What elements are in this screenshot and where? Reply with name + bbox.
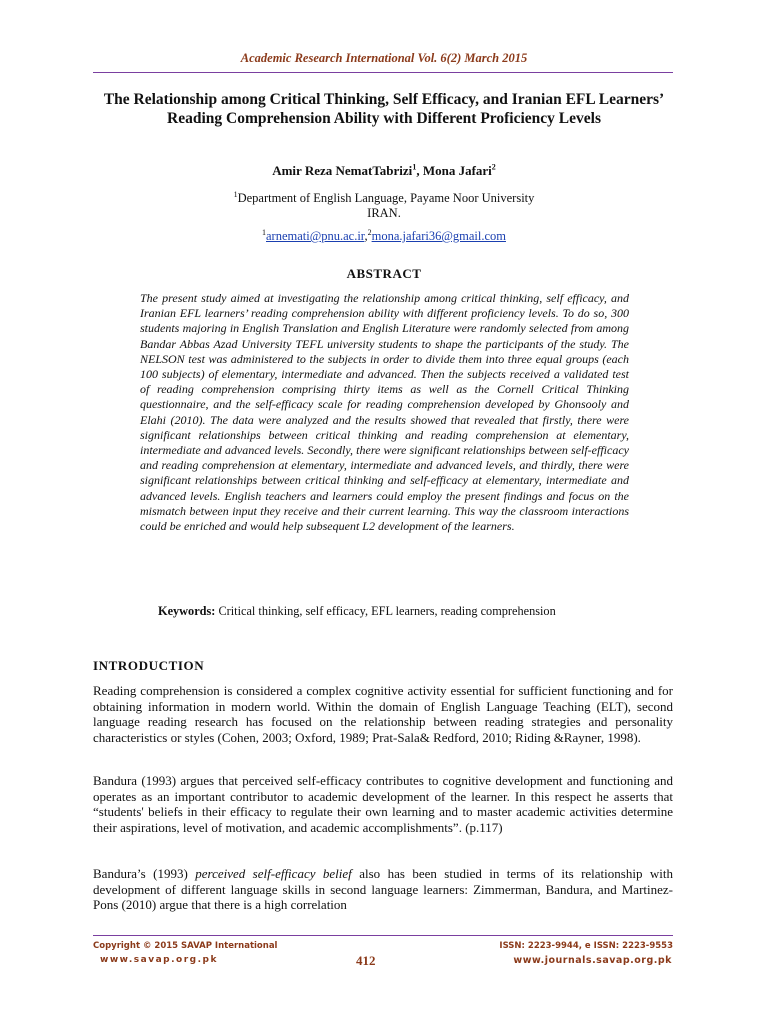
website-link[interactable]: www.savap.org.pk bbox=[100, 955, 218, 965]
author-1: Amir Reza NematTabrizi bbox=[272, 163, 413, 178]
issn: ISSN: 2223-9944, e ISSN: 2223-9553 bbox=[499, 941, 673, 951]
email-link-2[interactable]: mona.jafari36@gmail.com bbox=[371, 229, 506, 243]
introduction-heading: INTRODUCTION bbox=[93, 658, 205, 673]
author-2: Mona Jafari bbox=[422, 163, 492, 178]
footer-rule bbox=[93, 935, 673, 936]
intro-paragraph-1: Reading comprehension is considered a complex cognitive activity essential for sufficient functioning and for obtaining information in modern world. Within the domain of English Language Teaching (ELT), second language reading research has focused on the relationship between reading strategies and personality characteristics or styles (Cohen, 2003; Oxford, 1989; Prat-Sala& Redford, 2010; Riding &Rayner, 1998). bbox=[93, 683, 673, 745]
paper-title: The Relationship among Critical Thinking, Self Efficacy, and Iranian EFL Learners’ Reading Comprehension Ability with Different Proficiency Levels bbox=[103, 91, 665, 127]
keywords bbox=[158, 604, 610, 619]
abstract-text: The present study aimed at investigating the relationship among critical thinking, self efficacy, and Iranian EFL learners’ reading comprehension ability with different proficiency levels. To do so, 300 students majoring in English Translation and English Literature were randomly selected from among Bandar Abbas Azad University TEFL university students to shape the participants of the study. The NELSON test was administered to the subjects in order to divide them into three equal groups (each 100 subjects) of elementary, intermediate and advanced. Then the subjects received a validated test of reading comprehension comprising thirty items as well as the Cornell Critical Thinking questionnaire, and the self-efficacy scale for reading comprehension developed by Ghonsooly and Elahi (2010). The data were analyzed and the results showed that revealed that firstly, there were significant relationships between critical thinking and reading comprehension at elementary, intermediate and advanced levels. Secondly, there were significant relationships between self-efficacy and reading comprehension at elementary, intermediate and advanced levels, and thirdly, there were significant relationships between critical thinking and self-efficacy at elementary, intermediate and advanced levels. English teachers and learners could employ the present findings and focus on the mismatch between input they receive and their current learning. This way the classroom interactions could be enriched and would help subsequent L2 development of the learners. bbox=[140, 291, 629, 534]
abstract-heading: ABSTRACT bbox=[346, 266, 422, 281]
authors: Amir Reza NematTabrizi$^1$, Mona Jafari$^2$ bbox=[272, 162, 496, 178]
keywords-label: Keywords: bbox=[158, 604, 216, 618]
intro-paragraph-3: Bandura’s (1993) perceived self-efficacy belief also has been studied in terms of its relationship with development of different language skills in second language learners: Zimmerman, Bandura, and Martinez-Pons (2010) argue that there is a high correlation bbox=[93, 866, 673, 913]
email-link-1[interactable]: arnemati@pnu.ac.ir bbox=[266, 229, 365, 243]
intro-paragraph-2: Bandura (1993) argues that perceived self-efficacy contributes to cognitive development and functioning and operates as an important contributor to academic development of the learner. In this respect he asserts that “students' beliefs in their efficacy to regulate their own learning and to master academic activities determine their aspirations, level of motivation, and academic accomplishments”. (p.117) bbox=[93, 773, 673, 835]
header-rule bbox=[93, 72, 673, 73]
emails: $^1$arnemati@pnu.ac.ir,$^2$mona.jafari36@gmail.com bbox=[262, 227, 506, 243]
journal-website-link[interactable]: www.journals.savap.org.pk bbox=[513, 955, 672, 966]
page-number: 412 bbox=[356, 953, 376, 968]
keywords-list: Critical thinking, self efficacy, EFL learners, reading comprehension bbox=[215, 604, 556, 618]
copyright: Copyright © 2015 SAVAP International bbox=[93, 941, 278, 951]
journal-header: Academic Research International Vol. 6(2) March 2015 bbox=[240, 51, 528, 65]
affiliation: $^1$Department of English Language, Payame Noor University IRAN. bbox=[233, 189, 535, 220]
